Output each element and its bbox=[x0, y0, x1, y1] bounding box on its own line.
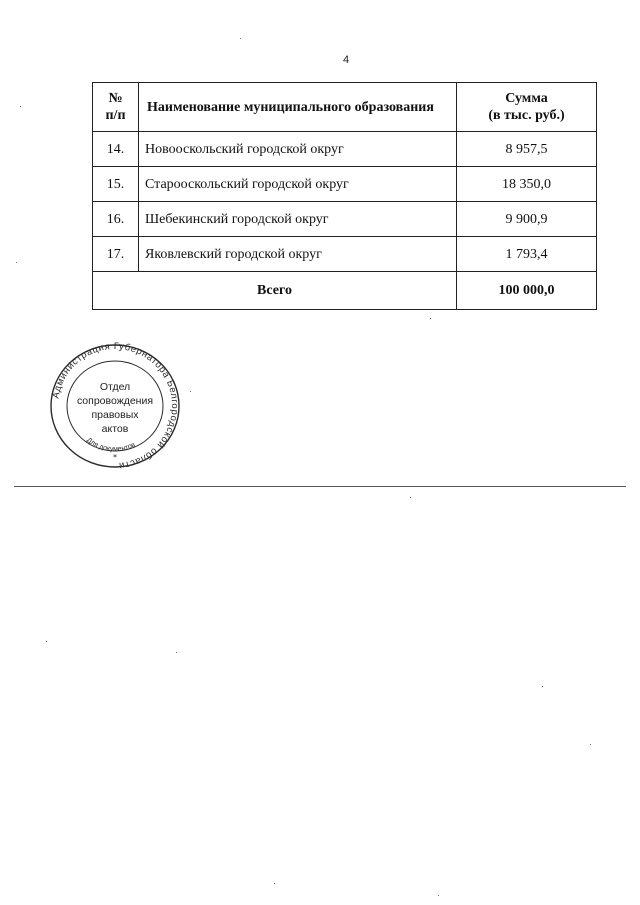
scan-speck bbox=[190, 391, 191, 392]
row-amount: 8 957,5 bbox=[457, 132, 597, 167]
scan-speck bbox=[542, 686, 543, 687]
svg-text:*: * bbox=[113, 453, 117, 462]
table-row bbox=[93, 132, 597, 167]
stamp-line-3: правовых bbox=[91, 409, 139, 421]
header-name: Наименование муниципального образования bbox=[139, 83, 457, 132]
stamp-line-2: сопровождения bbox=[76, 395, 154, 407]
scan-speck bbox=[274, 883, 275, 884]
scan-speck bbox=[176, 652, 177, 653]
row-number: 17. bbox=[93, 237, 139, 272]
stamp-line-1: Отдел bbox=[99, 381, 131, 393]
row-amount: 18 350,0 bbox=[457, 167, 597, 202]
stamp-inner-text: Для документов bbox=[85, 436, 137, 454]
row-number: 14. bbox=[93, 132, 139, 167]
scan-speck bbox=[410, 497, 411, 498]
stamp-line-4: актов bbox=[101, 423, 129, 435]
total-label: Всего bbox=[93, 272, 457, 310]
row-amount: 1 793,4 bbox=[457, 237, 597, 272]
table-header-row bbox=[93, 83, 597, 132]
table-row bbox=[93, 167, 597, 202]
table-row bbox=[93, 202, 597, 237]
scan-speck bbox=[430, 318, 431, 319]
page-divider bbox=[14, 486, 626, 487]
header-amount: Сумма (в тыс. руб.) bbox=[457, 83, 597, 132]
stamp-outer-text: Администрация Губернатора Белгородской области bbox=[50, 342, 181, 470]
page-number: 4 bbox=[342, 54, 350, 66]
scan-speck bbox=[438, 895, 439, 896]
official-stamp bbox=[48, 342, 182, 470]
row-name: Яковлевский городской округ bbox=[139, 237, 457, 272]
scan-speck bbox=[590, 744, 591, 745]
table-row bbox=[93, 237, 597, 272]
row-number: 15. bbox=[93, 167, 139, 202]
total-amount: 100 000,0 bbox=[457, 272, 597, 310]
amounts-table bbox=[92, 82, 597, 310]
stamp-seal-icon bbox=[48, 342, 182, 470]
scan-speck bbox=[20, 106, 21, 107]
row-number: 16. bbox=[93, 202, 139, 237]
row-amount: 9 900,9 bbox=[457, 202, 597, 237]
scan-speck bbox=[240, 38, 241, 39]
row-name: Старооскольский городской округ bbox=[139, 167, 457, 202]
row-name: Новооскольский городской округ bbox=[139, 132, 457, 167]
scan-speck bbox=[16, 262, 17, 263]
scan-speck bbox=[46, 641, 47, 642]
row-name: Шебекинский городской округ bbox=[139, 202, 457, 237]
total-row bbox=[93, 272, 597, 310]
header-number: № п/п bbox=[93, 83, 139, 132]
